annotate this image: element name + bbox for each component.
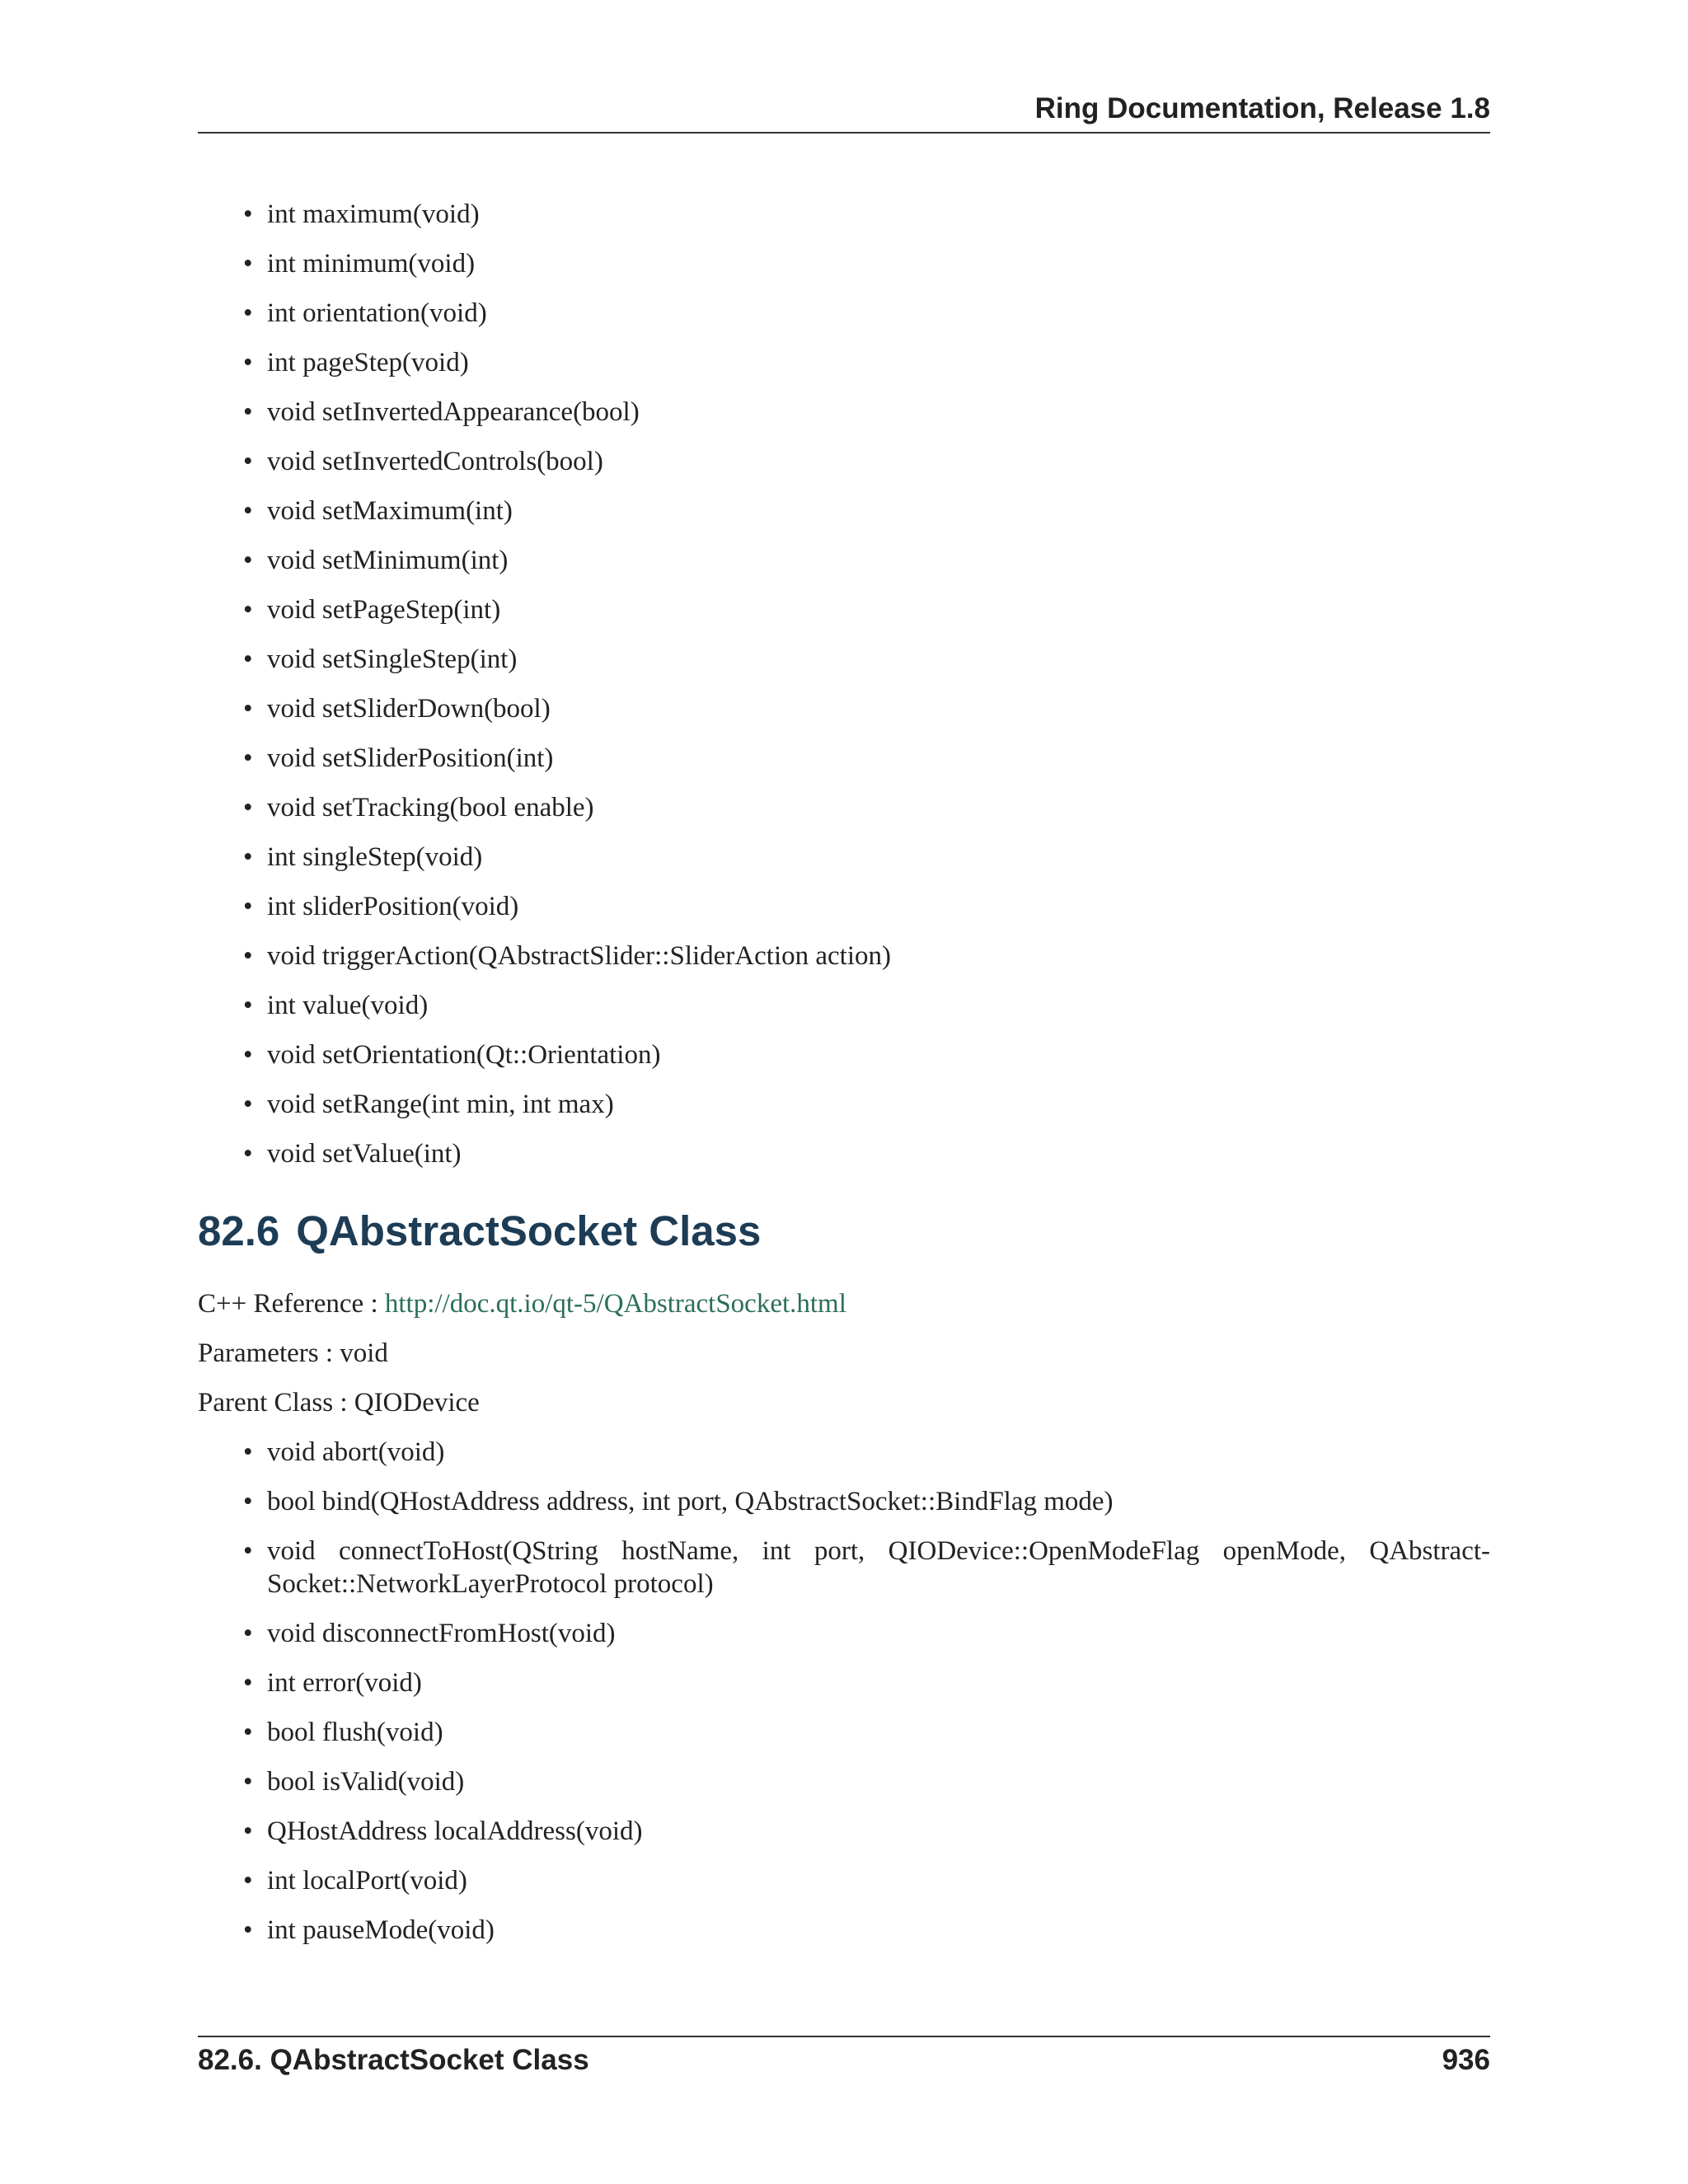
list-item: • void setTracking(bool enable) [267,791,1490,824]
section-heading [198,1207,1490,1256]
section-title: QAbstractSocket Class [296,1207,762,1254]
list-item: • void setInvertedAppearance(bool) [267,396,1490,429]
list-item: • QHostAddress localAddress(void) [267,1815,1490,1848]
socket-methods-list [198,1436,1490,1947]
page-number: 936 [1442,2044,1490,2076]
page-header [198,92,1490,134]
list-item: • void connectToHost(QString hostName, int port, QIODevice::OpenModeFlag openMode, QAbstract-Socket::NetworkLayerProtocol protocol) [267,1535,1490,1601]
list-item: • int localPort(void) [267,1864,1490,1897]
parent-class-line: Parent Class : QIODevice [198,1388,480,1418]
list-item: • void setSliderPosition(int) [267,742,1490,775]
list-item: • int pauseMode(void) [267,1914,1490,1947]
cpp-reference [198,1287,1490,1320]
list-item: • int minimum(void) [267,247,1490,280]
list-item: • void setOrientation(Qt::Orientation) [267,1038,1490,1071]
cpp-reference-label: C++ Reference : [198,1289,385,1319]
list-item: • int pageStep(void) [267,346,1490,379]
list-item: • void abort(void) [267,1436,1490,1469]
list-item: • bool isValid(void) [267,1765,1490,1798]
list-item: • int error(void) [267,1666,1490,1699]
footer-section: 82.6. QAbstractSocket Class [198,2044,589,2076]
document-title: Ring Documentation, Release 1.8 [1034,92,1490,124]
list-item: • void setValue(int) [267,1137,1490,1170]
page-content [198,198,1490,1963]
cpp-reference-link[interactable]: http://doc.qt.io/qt-5/QAbstractSocket.html [384,1289,846,1319]
list-item: • int orientation(void) [267,297,1490,330]
list-item: • void disconnectFromHost(void) [267,1617,1490,1650]
list-item: • int value(void) [267,989,1490,1022]
list-item: • int sliderPosition(void) [267,890,1490,923]
parameters-line: Parameters : void [198,1338,388,1368]
slider-methods-list [198,198,1490,1170]
list-item: • void setSingleStep(int) [267,643,1490,676]
list-item: • void setMinimum(int) [267,544,1490,577]
list-item: • void setSliderDown(bool) [267,692,1490,725]
page-footer [198,2036,1490,2079]
list-item: • void triggerAction(QAbstractSlider::SliderAction action) [267,940,1490,972]
list-item: • bool bind(QHostAddress address, int port, QAbstractSocket::BindFlag mode) [267,1485,1490,1518]
list-item: • void setRange(int min, int max) [267,1088,1490,1121]
list-item: • int singleStep(void) [267,841,1490,874]
list-item: • int maximum(void) [267,198,1490,231]
list-item: • void setInvertedControls(bool) [267,445,1490,478]
list-item: • void setPageStep(int) [267,593,1490,626]
list-item: • bool flush(void) [267,1716,1490,1749]
list-item: • void setMaximum(int) [267,494,1490,527]
section-number: 82.6 [198,1207,280,1254]
